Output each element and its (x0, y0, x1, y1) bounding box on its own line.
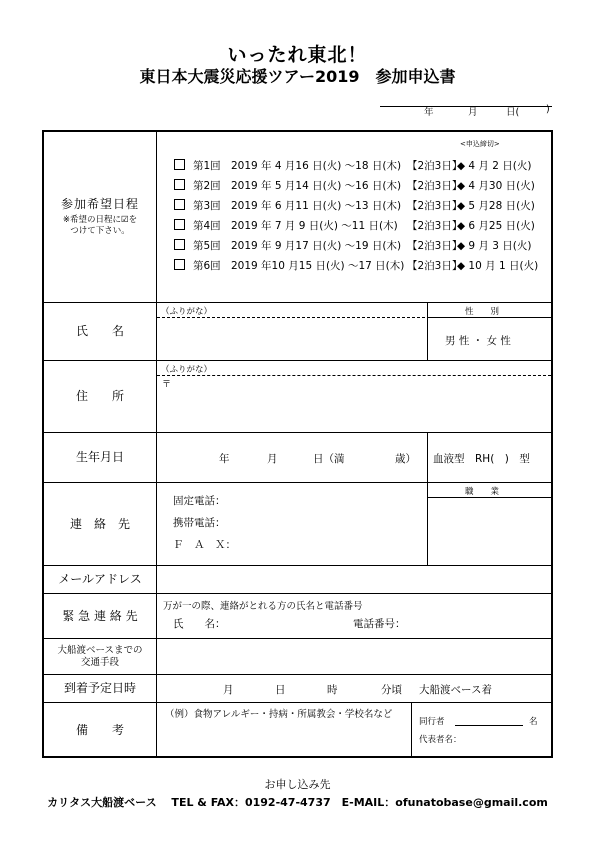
deadline-date: ◆ 10 月 1 日(火) (457, 260, 539, 272)
row-emergency (44, 593, 551, 638)
remarks-example: （例）食物アレルギー・持病・所属教会・学校名など (165, 709, 393, 720)
date-day: 日( (506, 107, 520, 118)
transport-field[interactable] (157, 639, 551, 674)
address-content[interactable] (157, 361, 551, 432)
emergency-phone[interactable]: 電話番号： (353, 618, 406, 630)
row-schedule (44, 132, 551, 302)
stay-length: 【2泊3日】 (407, 160, 463, 172)
contact-content (157, 483, 551, 565)
application-form (42, 130, 553, 758)
schedule-option-3[interactable] (174, 198, 535, 213)
deadline-date: ◆ 9 月 3 日(火) (457, 240, 532, 252)
stay-length: 【2泊3日】 (407, 260, 463, 272)
emergency-name[interactable]: 氏 名： (173, 618, 226, 630)
arrival-content[interactable]: 月 日 時 分頃 大船渡ベース着 (223, 684, 492, 696)
date-month: 月 (468, 107, 478, 118)
representative-field[interactable]: 代表者名： (419, 735, 462, 745)
remarks-label: 備 考 (44, 703, 157, 758)
postal-mark: 〒 (162, 380, 172, 390)
deadline-date: ◆ 4 月 2 日(火) (457, 160, 532, 172)
round-label: 第1回 (193, 160, 221, 172)
date-range: 2019 年 4 月16 日(火) ～18 日(木) (231, 160, 402, 172)
stay-length: 【2泊3日】 (407, 240, 463, 252)
application-date[interactable] (380, 104, 552, 118)
birth-label: 生年月日 (44, 433, 157, 482)
stay-length: 【2泊3日】 (407, 220, 463, 232)
title-sub: 東日本大震災応援ツアー2019 参加申込書 (139, 67, 456, 86)
arrival-label: 到着予定日時 (44, 675, 157, 702)
schedule-option-5[interactable] (174, 238, 531, 253)
date-range: 2019 年10 月15 日(火) ～17 日(木) (231, 260, 405, 272)
emergency-content (157, 594, 551, 638)
mobile-field[interactable]: 携帯電話： (173, 517, 226, 529)
name-label: 氏 名 (44, 303, 157, 360)
name-furigana: （ふりがな） (161, 307, 213, 317)
row-birth (44, 432, 551, 482)
checkbox-icon[interactable] (174, 239, 185, 250)
contact-footer: カリタス大船渡ベース TEL & FAX：0192-47-4737 E-MAIL：ofunatobase@gmail.com (47, 796, 548, 809)
round-label: 第2回 (193, 180, 221, 192)
date-close: ) (546, 104, 550, 115)
round-label: 第3回 (193, 200, 221, 212)
deadline-date: ◆ 6 月25 日(火) (457, 220, 535, 232)
contact-label: 連 絡 先 (44, 483, 157, 565)
schedule-option-4[interactable] (174, 218, 535, 233)
stay-length: 【2泊3日】 (407, 200, 463, 212)
round-label: 第4回 (193, 220, 221, 232)
apply-to-label: お申し込み先 (264, 778, 331, 791)
deadline-date: ◆ 4 月30 日(火) (457, 180, 535, 192)
stay-length: 【2泊3日】 (407, 180, 463, 192)
row-address (44, 360, 551, 432)
checkbox-icon[interactable] (174, 199, 185, 210)
title-main: いったれ東北！ (227, 44, 368, 66)
date-range: 2019 年 5 月14 日(火) ～16 日(木) (231, 180, 402, 192)
date-range: 2019 年 7 月 9 日(火) ～11 日(木) (231, 220, 398, 232)
remarks-content[interactable]: （例）食物アレルギー・持病・所属教会・学校名など 同行者 名 代表者名： (157, 703, 551, 758)
date-range: 2019 年 6 月11 日(火) ～13 日(木) (231, 200, 402, 212)
row-transport (44, 638, 551, 674)
emergency-note: 万が一の際、連絡がとれる方の氏名と電話番号 (163, 601, 363, 612)
schedule-option-6[interactable] (174, 258, 538, 273)
deadline-date: ◆ 5 月28 日(火) (457, 200, 535, 212)
round-label: 第5回 (193, 240, 221, 252)
checkbox-icon[interactable] (174, 259, 185, 270)
checkbox-icon[interactable] (174, 219, 185, 230)
gender-options[interactable]: 男 性 ・ 女 性 (445, 335, 511, 347)
row-contact (44, 482, 551, 565)
row-arrival (44, 674, 551, 702)
phone-field[interactable]: 固定電話： (173, 495, 226, 507)
gender-label: 性 別 (465, 307, 500, 317)
schedule-content (157, 132, 551, 302)
deadline-header: <申込締切> (460, 140, 500, 148)
fax-field[interactable]: Ｆ Ａ Ｘ： (173, 539, 236, 551)
name-content (157, 303, 551, 360)
emergency-label: 緊 急 連 絡 先 (44, 594, 157, 638)
schedule-label: 参加希望日程 ※希望の日程に☑を つけて下さい。 (44, 132, 157, 302)
job-label: 職 業 (465, 487, 500, 497)
address-furigana: （ふりがな） (161, 365, 213, 375)
row-name (44, 302, 551, 360)
birth-content[interactable]: 年 月 日（満 歳） 血液型 RH( ) 型 (157, 433, 551, 482)
blood-type[interactable]: 血液型 RH( ) 型 (433, 453, 530, 465)
date-year: 年 (424, 107, 434, 118)
row-email (44, 565, 551, 593)
email-label: メールアドレス (44, 566, 157, 593)
address-label: 住 所 (44, 361, 157, 432)
checkbox-icon[interactable] (174, 159, 185, 170)
round-label: 第6回 (193, 260, 221, 272)
date-range: 2019 年 9 月17 日(火) ～19 日(木) (231, 240, 402, 252)
schedule-option-1[interactable] (174, 158, 531, 173)
checkbox-icon[interactable] (174, 179, 185, 190)
email-field[interactable] (157, 566, 551, 593)
row-remarks (44, 702, 551, 758)
transport-label: 大船渡ベースまでの 交通手段 (44, 639, 157, 674)
schedule-option-2[interactable] (174, 178, 535, 193)
